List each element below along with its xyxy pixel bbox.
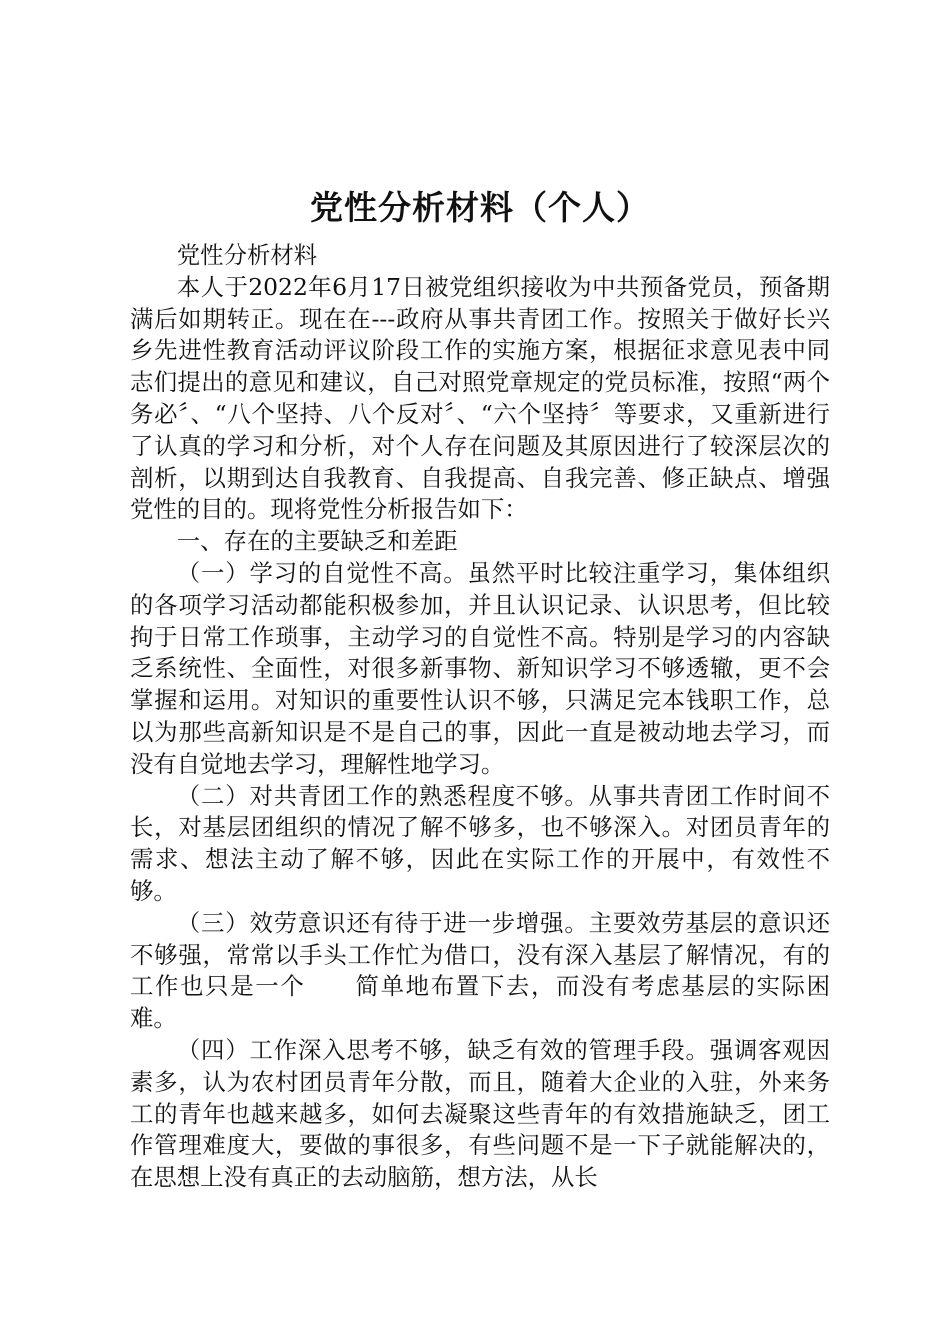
document-title: 党性分析材料（个人）: [310, 188, 650, 227]
section-heading-shortcomings: 一、存在的主要缺乏和差距: [176, 527, 458, 556]
paragraph-subtitle: 党性分析材料: [176, 241, 318, 269]
paragraph-point-3: （三）效劳意识还有待于进一步增强。主要效劳基层的意识还不够强，常常以手头工作忙为借口，没有深入基层了解情况，有的工作也只是一个 简单地布置下去，而没有考虑基层的实际困难。: [130, 908, 830, 1033]
paragraph-point-4: （四）工作深入思考不够，缺乏有效的管理手段。强调客观因素多，认为农村团员青年分散，而且，随着大企业的入驻，外来务工的青年也越来越多，如何去凝聚这些青年的有效措施缺乏，团工作管理难度大，要做的事很多，有些问题不是一下子就能解决的，在思想上没有真正的去动脑筋，想方法，从长: [130, 1035, 830, 1192]
paragraph-point-1: （一）学习的自觉性不高。虽然平时比较注重学习，集体组织的各项学习活动都能积极参加，并且认识记录、认识思考，但比较拘于日常工作琐事，主动学习的自觉性不高。特别是学习的内容缺乏系统性、全面性，对很多新事物、新知识学习不够透辙，更不会掌握和运用。对知识的重要性认识不够，只满足完本钱职工作，总以为那些高新知识是不是自己的事，因此一直是被动地去学习，而没有自觉地去学习，理解性地学习。: [130, 558, 830, 778]
paragraph-intro: 本人于2022年6月17日被党组织接收为中共预备党员，预备期满后如期转正。现在在---政府从事共青团工作。按照关于做好长兴乡先进性教育活动评议阶段工作的实施方案，根据征求意见表中同志们提出的意见和建议，自己对照党章规定的党员标准，按照“两个务必〞、“八个坚持、八个反对〞、“六个坚持〞等要求，又重新进行了认真的学习和分析，对个人存在问题及其原因进行了较深层次的剖析，以期到达自我教育、自我提高、自我完善、修正缺点、增强党性的目的。现将党性分析报告如下：: [130, 272, 830, 524]
document-page: [130, 178, 830, 1194]
paragraph-point-2: （二）对共青团工作的熟悉程度不够。从事共青团工作时间不长，对基层团组织的情况了解不够多，也不够深入。对团员青年的需求、想法主动了解不够，因此在实际工作的开展中，有效性不够。: [130, 781, 830, 905]
